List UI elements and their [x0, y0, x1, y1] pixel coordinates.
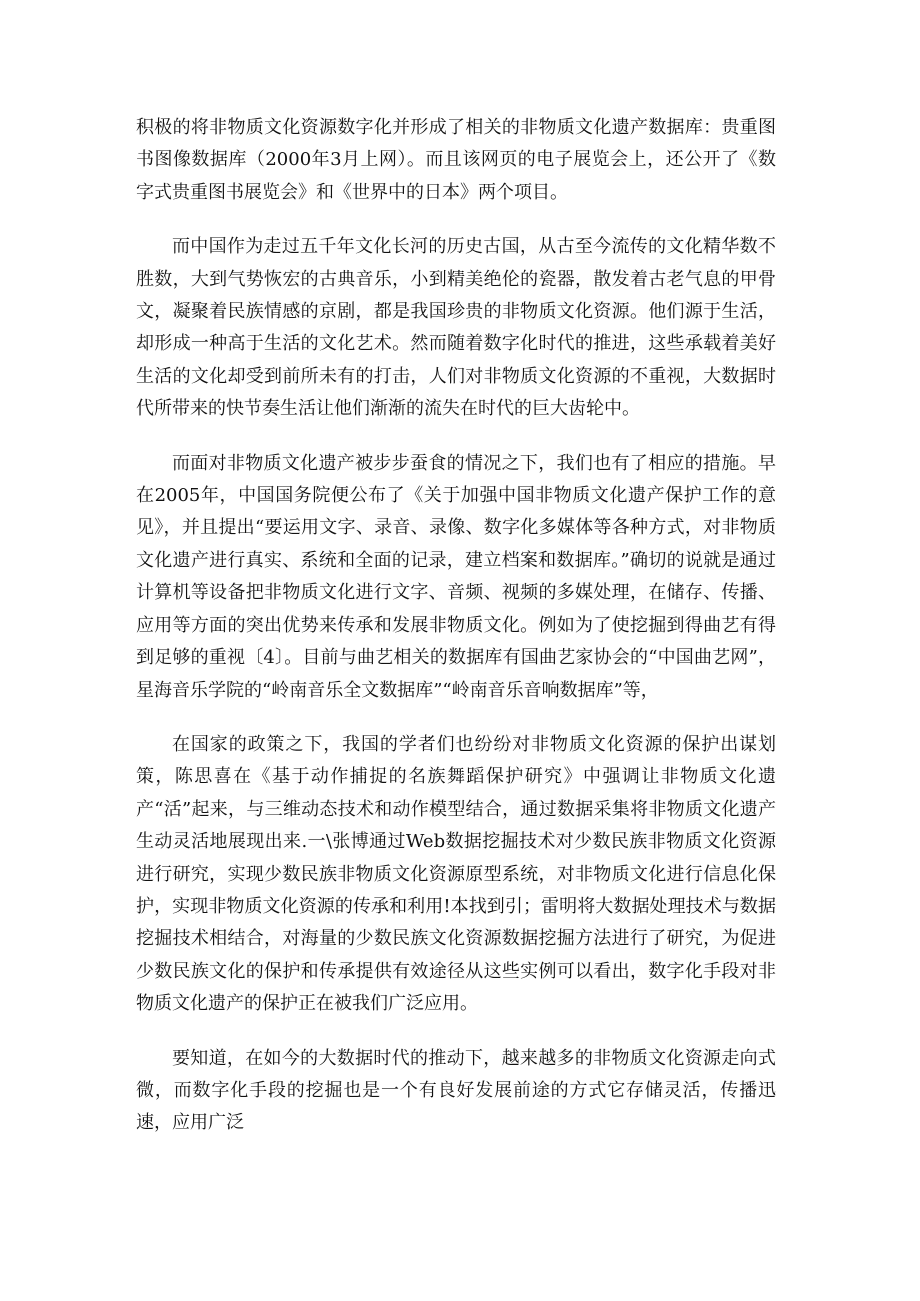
paragraph-3: 而面对非物质文化遗产被步步蚕食的情况之下，我们也有了相应的措施。早在2005年，中国国务院便公布了《关于加强中国非物质文化遗产保护工作的意见》，并且提出“要运用文字、录音、录像、数字化多媒体等各种方式，对非物质文化遗产进行真实、系统和全面的记录，建立档案和数据库。”确切的说就是通过计算机等设备把非物质文化进行文字、音频、视频的多媒处理，在储存、传播、应用等方面的突出优势来传承和发展非物质文化。例如为了使挖掘到得曲艺有得到足够的重视〔4〕。目前与曲艺相关的数据库有国曲艺家协会的“中国曲艺网”，星海音乐学院的“岭南音乐全文数据库”“岭南音乐音响数据库”等，	[136, 452, 776, 701]
paragraph-5: 要知道，在如今的大数据时代的推动下，越来越多的非物质文化资源走向式微，而数字化手段的挖掘也是一个有良好发展前途的方式它存储灵活，传播迅速，应用广泛	[136, 1047, 776, 1134]
paragraph-2: 而中国作为走过五千年文化长河的历史古国，从古至今流传的文化精华数不胜数，大到气势恢宏的古典音乐，小到精美绝伦的瓷器，散发着古老气息的甲骨文，凝聚着民族情感的京剧，都是我国珍贵的非物质文化资源。他们源于生活，却形成一种高于生活的文化艺术。然而随着数字化时代的推进，这些承载着美好生活的文化却受到前所未有的打击，人们对非物质文化资源的不重视，大数据时代所带来的快节奏生活让他们渐渐的流失在时代的巨大齿轮中。	[136, 236, 776, 420]
paragraph-4: 在国家的政策之下，我国的学者们也纷纷对非物质文化资源的保护出谋划策，陈思喜在《基于动作捕捉的名族舞蹈保护研究》中强调让非物质文化遗产“活”起来，与三维动态技术和动作模型结合，通过数据采集将非物质文化遗产生动灵活地展现出来.一\张博通过Web数据挖掘技术对少数民族非物质文化资源进行研究，实现少数民族非物质文化资源原型系统，对非物质文化进行信息化保护，实现非物质文化资源的传承和利用!本找到引；雷明将大数据处理技术与数据挖掘技术相结合，对海量的少数民族文化资源数据挖掘方法进行了研究，为促进少数民族文化的保护和传承提供有效途径从这些实例可以看出，数字化手段对非物质文化遗产的保护正在被我们广泛应用。	[136, 733, 776, 1015]
document-body	[136, 112, 776, 1162]
paragraph-1: 积极的将非物质文化资源数字化并形成了相关的非物质文化遗产数据库：贵重图书图像数据库（2000年3月上网）。而且该网页的电子展览会上，还公开了《数字式贵重图书展览会》和《世界中的日本》两个项目。	[136, 117, 776, 203]
